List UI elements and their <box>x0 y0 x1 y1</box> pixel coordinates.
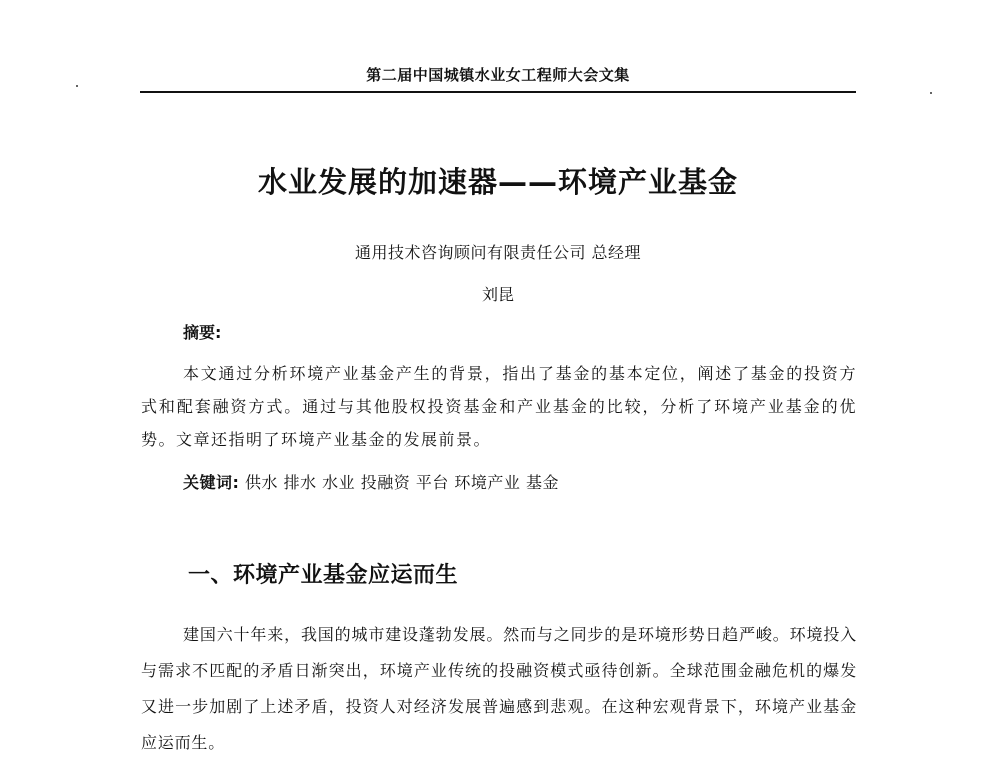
running-header: 第二届中国城镇水业女工程师大会文集 <box>366 66 630 84</box>
author-name: 刘昆 <box>481 285 514 304</box>
scan-speck <box>76 85 78 87</box>
abstract-label: 摘要: <box>183 323 222 342</box>
header-rule <box>140 91 856 93</box>
scan-speck <box>930 92 932 94</box>
section-paragraph: 建国六十年来，我国的城市建设蓬勃发展。然而与之同步的是环境形势日趋严峻。环境投入与需求不匹配的矛盾日渐突出，环境产业传统的投融资模式亟待创新。全球范围金融危机的爆发又进一步加剧了上述矛盾，投资人对经济发展普遍感到悲观。在这种宏观背景下，环境产业基金应运而生。 <box>141 625 857 752</box>
abstract-text: 本文通过分析环境产业基金产生的背景，指出了基金的基本定位，阐述了基金的投资方式和配套融资方式。通过与其他股权投资基金和产业基金的比较，分析了环境产业基金的优势。文章还指明了环境产业基金的发展前景。 <box>141 364 857 449</box>
keywords-terms: 供水 排水 水业 投融资 平台 环境产业 基金 <box>245 473 560 492</box>
section-heading: 一、环境产业基金应运而生 <box>188 563 459 588</box>
keywords-line <box>183 470 559 493</box>
author-affiliation: 通用技术咨询顾问有限责任公司 总经理 <box>354 243 642 262</box>
keywords-label: 关键词: <box>183 473 240 492</box>
paper-title: 水业发展的加速器——环境产业基金 <box>257 165 738 199</box>
